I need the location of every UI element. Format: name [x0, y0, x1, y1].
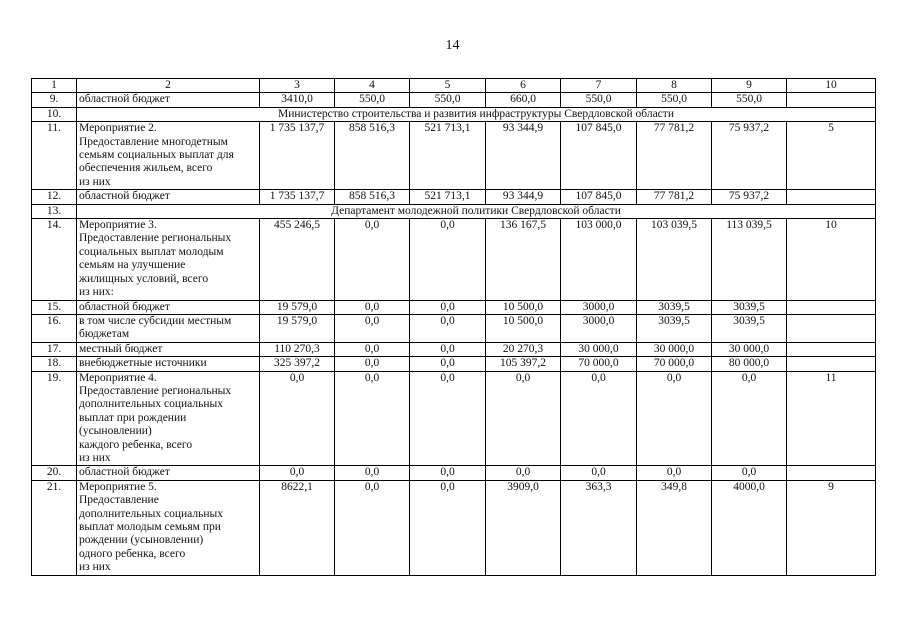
- row-number: 15.: [32, 300, 77, 314]
- amount-cell: 550,0: [335, 93, 410, 107]
- amount-cell: 3039,5: [712, 314, 787, 342]
- row-description: [77, 466, 260, 480]
- amount-cell: 858 516,3: [335, 190, 410, 204]
- description-line: из них: [79, 175, 111, 188]
- description-line: обеспечения жильем, всего: [79, 162, 213, 175]
- description-line: Мероприятие 2.: [79, 122, 157, 135]
- column-number-row: [32, 79, 876, 93]
- amount-cell: 0,0: [335, 466, 410, 480]
- description-line: семьям социальных выплат для: [79, 149, 234, 162]
- amount-cell: 3039,5: [637, 300, 712, 314]
- row-number: 18.: [32, 357, 77, 371]
- amount-cell: 3039,5: [637, 314, 712, 342]
- amount-cell: 10 500,0: [486, 300, 561, 314]
- row-number: 17.: [32, 342, 77, 356]
- target-indicator-cell: 11: [787, 371, 876, 466]
- row-description: [77, 122, 260, 190]
- amount-cell: 77 781,2: [637, 190, 712, 204]
- column-number: 1: [32, 79, 77, 93]
- description-line: бюджетам: [79, 328, 130, 341]
- page-number: 14: [445, 38, 460, 53]
- amount-cell: 0,0: [335, 314, 410, 342]
- amount-cell: 0,0: [335, 357, 410, 371]
- amount-cell: 8622,1: [260, 480, 335, 575]
- amount-cell: 0,0: [410, 357, 486, 371]
- row-description: [77, 357, 260, 371]
- description-line: социальных выплат молодым: [79, 245, 224, 258]
- amount-cell: 103 039,5: [637, 219, 712, 300]
- description-line: Мероприятие 4.: [79, 371, 157, 384]
- amount-cell: 1 735 137,7: [260, 122, 335, 190]
- column-number: 5: [410, 79, 486, 93]
- amount-cell: 93 344,9: [486, 190, 561, 204]
- description-line: выплат при рождении (усыновлении): [79, 411, 187, 438]
- row-description: [77, 314, 260, 342]
- amount-cell: 455 246,5: [260, 219, 335, 300]
- amount-cell: 19 579,0: [260, 300, 335, 314]
- amount-cell: 0,0: [410, 342, 486, 356]
- target-indicator-cell: [787, 314, 876, 342]
- target-indicator-cell: 9: [787, 480, 876, 575]
- amount-cell: 550,0: [637, 93, 712, 107]
- description-line: из них:: [79, 286, 114, 299]
- description-line: местный бюджет: [79, 342, 163, 355]
- amount-cell: 0,0: [637, 371, 712, 466]
- amount-cell: 110 270,3: [260, 342, 335, 356]
- amount-cell: 19 579,0: [260, 314, 335, 342]
- description-line: семьям на улучшение: [79, 259, 186, 272]
- description-line: Мероприятие 3.: [79, 219, 157, 232]
- amount-cell: 0,0: [260, 466, 335, 480]
- row-description: [77, 371, 260, 466]
- table-row: [32, 122, 876, 190]
- target-indicator-cell: 5: [787, 122, 876, 190]
- row-number: 13.: [32, 204, 77, 218]
- amount-cell: 3000,0: [561, 300, 637, 314]
- target-indicator-cell: [787, 357, 876, 371]
- target-indicator-cell: 10: [787, 219, 876, 300]
- row-number: 21.: [32, 480, 77, 575]
- amount-cell: 30 000,0: [561, 342, 637, 356]
- table-row: [32, 219, 876, 300]
- amount-cell: 0,0: [561, 371, 637, 466]
- column-number: 8: [637, 79, 712, 93]
- description-line: жилищных условий, всего: [79, 272, 209, 285]
- table-row: [32, 93, 876, 107]
- table-row: [32, 314, 876, 342]
- amount-cell: 521 713,1: [410, 122, 486, 190]
- target-indicator-cell: [787, 466, 876, 480]
- amount-cell: 107 845,0: [561, 190, 637, 204]
- amount-cell: 0,0: [335, 371, 410, 466]
- amount-cell: 0,0: [335, 480, 410, 575]
- amount-cell: 0,0: [410, 371, 486, 466]
- amount-cell: 0,0: [486, 466, 561, 480]
- column-number: 3: [260, 79, 335, 93]
- section-row: [32, 107, 876, 121]
- column-number: 6: [486, 79, 561, 93]
- amount-cell: 550,0: [712, 93, 787, 107]
- amount-cell: 1 735 137,7: [260, 190, 335, 204]
- description-line: дополнительных социальных: [79, 398, 224, 411]
- description-line: Предоставление региональных: [79, 232, 232, 245]
- amount-cell: 660,0: [486, 93, 561, 107]
- amount-cell: 113 039,5: [712, 219, 787, 300]
- amount-cell: 0,0: [335, 219, 410, 300]
- row-description: [77, 93, 260, 107]
- table-row: [32, 190, 876, 204]
- row-description: [77, 342, 260, 356]
- amount-cell: 10 500,0: [486, 314, 561, 342]
- amount-cell: 0,0: [335, 342, 410, 356]
- row-number: 9.: [32, 93, 77, 107]
- amount-cell: 550,0: [561, 93, 637, 107]
- amount-cell: 349,8: [637, 480, 712, 575]
- column-number: 9: [712, 79, 787, 93]
- amount-cell: 77 781,2: [637, 122, 712, 190]
- column-number: 10: [787, 79, 876, 93]
- amount-cell: 4000,0: [712, 480, 787, 575]
- amount-cell: 30 000,0: [637, 342, 712, 356]
- target-indicator-cell: [787, 342, 876, 356]
- table-row: [32, 371, 876, 466]
- amount-cell: 75 937,2: [712, 190, 787, 204]
- description-line: Предоставление региональных: [79, 384, 232, 397]
- description-line: выплат молодым семьям при: [79, 521, 221, 533]
- amount-cell: 107 845,0: [561, 122, 637, 190]
- amount-cell: 550,0: [410, 93, 486, 107]
- amount-cell: 75 937,2: [712, 122, 787, 190]
- amount-cell: 20 270,3: [486, 342, 561, 356]
- description-line: из них: [79, 561, 111, 574]
- funding-table: [31, 78, 876, 576]
- row-number: 20.: [32, 466, 77, 480]
- amount-cell: 0,0: [260, 371, 335, 466]
- row-number: 16.: [32, 314, 77, 342]
- table-row: [32, 357, 876, 371]
- amount-cell: 80 000,0: [712, 357, 787, 371]
- row-number: 12.: [32, 190, 77, 204]
- description-line: Предоставление многодетным: [79, 135, 228, 148]
- amount-cell: 0,0: [410, 314, 486, 342]
- table-row: [32, 300, 876, 314]
- description-line: из них: [79, 451, 111, 464]
- row-description: [77, 219, 260, 300]
- amount-cell: 0,0: [335, 300, 410, 314]
- amount-cell: 0,0: [410, 300, 486, 314]
- column-number: 4: [335, 79, 410, 93]
- amount-cell: 3410,0: [260, 93, 335, 107]
- amount-cell: 0,0: [637, 466, 712, 480]
- section-title: Департамент молодежной политики Свердловской области: [77, 204, 876, 218]
- amount-cell: 0,0: [410, 219, 486, 300]
- amount-cell: 70 000,0: [637, 357, 712, 371]
- row-number: 11.: [32, 122, 77, 190]
- amount-cell: 0,0: [712, 466, 787, 480]
- description-line: областной бюджет: [79, 93, 170, 106]
- table-row: [32, 342, 876, 356]
- description-line: рождении (усыновлении): [79, 534, 204, 547]
- amount-cell: 70 000,0: [561, 357, 637, 371]
- amount-cell: 363,3: [561, 480, 637, 575]
- row-number: 14.: [32, 219, 77, 300]
- table-body: [32, 79, 876, 576]
- amount-cell: 103 000,0: [561, 219, 637, 300]
- row-description: [77, 300, 260, 314]
- amount-cell: 858 516,3: [335, 122, 410, 190]
- table-row: [32, 466, 876, 480]
- amount-cell: 136 167,5: [486, 219, 561, 300]
- row-number: 19.: [32, 371, 77, 466]
- amount-cell: 30 000,0: [712, 342, 787, 356]
- description-line: областной бюджет: [79, 300, 170, 313]
- amount-cell: 0,0: [712, 371, 787, 466]
- row-number: 10.: [32, 107, 77, 121]
- target-indicator-cell: [787, 300, 876, 314]
- amount-cell: 0,0: [561, 466, 637, 480]
- amount-cell: 93 344,9: [486, 122, 561, 190]
- row-description: [77, 480, 260, 575]
- amount-cell: 3039,5: [712, 300, 787, 314]
- description-line: каждого ребенка, всего: [79, 438, 193, 451]
- amount-cell: 0,0: [486, 371, 561, 466]
- section-row: [32, 204, 876, 218]
- amount-cell: 3909,0: [486, 480, 561, 575]
- amount-cell: 0,0: [410, 480, 486, 575]
- description-line: в том числе субсидии местным: [79, 314, 232, 327]
- description-line: внебюджетные источники: [79, 357, 207, 370]
- row-description: [77, 190, 260, 204]
- table-row: [32, 480, 876, 575]
- column-number: 7: [561, 79, 637, 93]
- target-indicator-cell: [787, 190, 876, 204]
- description-line: Предоставление: [79, 494, 159, 507]
- amount-cell: 0,0: [410, 466, 486, 480]
- amount-cell: 3000,0: [561, 314, 637, 342]
- description-line: областной бюджет: [79, 190, 170, 203]
- amount-cell: 105 397,2: [486, 357, 561, 371]
- target-indicator-cell: [787, 93, 876, 107]
- section-title: Министерство строительства и развития инфраструктуры Свердловской области: [77, 107, 876, 121]
- description-line: дополнительных социальных: [79, 507, 224, 520]
- amount-cell: 521 713,1: [410, 190, 486, 204]
- column-number: 2: [77, 79, 260, 93]
- amount-cell: 325 397,2: [260, 357, 335, 371]
- description-line: Мероприятие 5.: [79, 480, 157, 493]
- description-line: областной бюджет: [79, 466, 170, 479]
- description-line: одного ребенка, всего: [79, 547, 186, 560]
